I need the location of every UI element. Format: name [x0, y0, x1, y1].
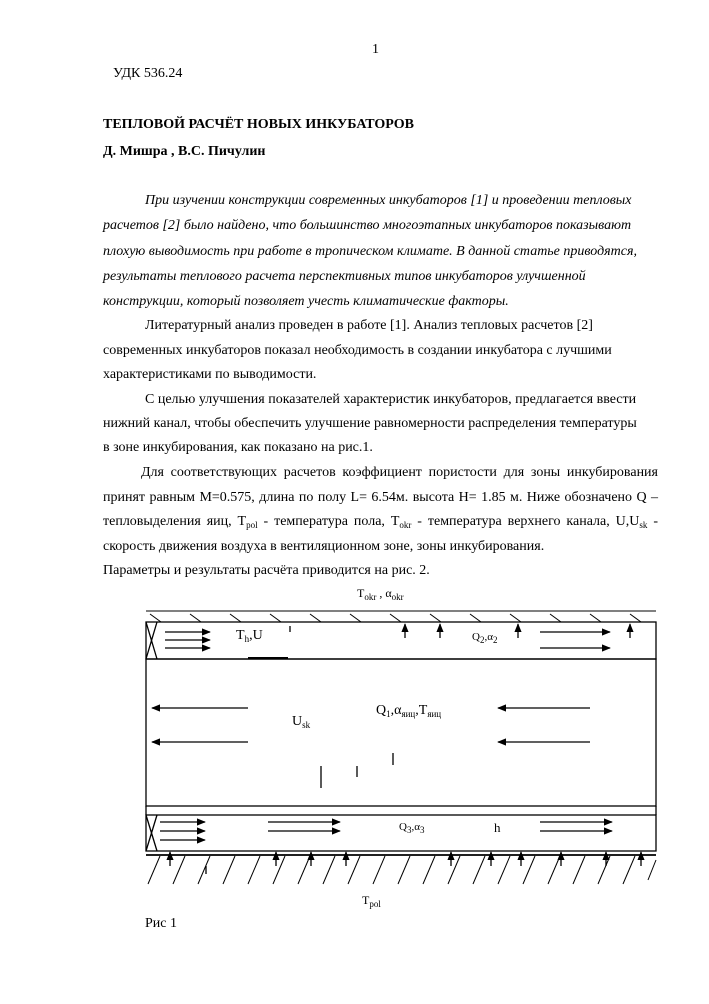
paragraph-line: тепловыделения яиц, $T_{pol}$ - температура пола, $T_{okr}$ - температура верхнего канала, $U,U_{sk}$ - [103, 514, 658, 530]
article-authors: Д. Мишра , В.С. Пичулин [103, 144, 266, 159]
label-q1: $Q_1,\alpha_{яиц},T_{яиц}$ [376, 703, 442, 719]
heat-up-arrows [405, 624, 630, 638]
paragraph-line: в зоне инкубирования, как показано на рис.1. [103, 440, 373, 455]
abstract-line: конструкции, который позволяет учесть климатические факторы. [103, 294, 509, 309]
paragraph-line: характеристиками по выводимости. [103, 367, 317, 382]
bottom-hatching [148, 856, 656, 884]
label-t-pol: $T_{pol}$ [362, 893, 381, 909]
label-usk: $U_{sk}$ [292, 714, 311, 730]
top-hatching [146, 611, 656, 622]
label-t-okr: $T_{okr}$ , $\alpha_{okr}$ [357, 586, 404, 602]
lower-flow-arrows [160, 822, 612, 840]
upper-flow-arrows [165, 632, 610, 648]
figure-caption: Рис 1 [145, 916, 177, 931]
abstract-line: плохую выводимость при работе в тропическом климате. В данной статье приводятся, [103, 244, 638, 259]
abstract-line: При изучении конструкции современных инкубаторов [1] и проведении тепловых [145, 193, 632, 208]
paragraph-line: скорость движения воздуха в вентиляционном зоне, зоны инкубирования. [103, 539, 545, 554]
abstract-line: результаты теплового расчета перспективных типов инкубаторов улучшенной [103, 269, 586, 284]
paragraph-line: С целью улучшения показателей характеристик инкубаторов, предлагается ввести [145, 392, 637, 407]
incubation-zone [146, 659, 656, 806]
zone-flow-arrows [152, 708, 590, 742]
label-q3: $Q_3,\alpha_3$ [399, 821, 425, 835]
paragraph-line: принят равным M=0.575, длина по полу L= 6.54м. высота H= 1.85 м. Ниже обозначено Q – [103, 490, 658, 505]
paragraph-line: современных инкубаторов показал необходимость в создании инкубатора с лучшими [103, 343, 612, 358]
paragraph-line: Для соответствующих расчетов коэффициент пористости для зоны инкубирования [141, 465, 658, 480]
label-h: h [494, 820, 501, 835]
udk-code: УДК 536.24 [113, 66, 183, 81]
article-title: ТЕПЛОВОЙ РАСЧЁТ НОВЫХ ИНКУБАТОРОВ [103, 117, 414, 132]
paragraph-line: Параметры и результаты расчёта приводится на рис. 2. [103, 563, 430, 578]
upper-channel [146, 622, 656, 659]
abstract-line: расчетов [2] было найдено, что большинство многоэтапных инкубаторов показывают [103, 218, 632, 233]
paragraph-line: Литературный анализ проведен в работе [1]. Анализ тепловых расчетов [2] [145, 318, 593, 333]
label-th-u: $T_h,U$ [236, 628, 263, 644]
label-q2: $Q_2,\alpha_2$ [472, 631, 498, 645]
paragraph-line: нижний канал, чтобы обеспечить улучшение равномерности распределения температуры [103, 416, 637, 431]
page-number: 1 [372, 42, 379, 57]
